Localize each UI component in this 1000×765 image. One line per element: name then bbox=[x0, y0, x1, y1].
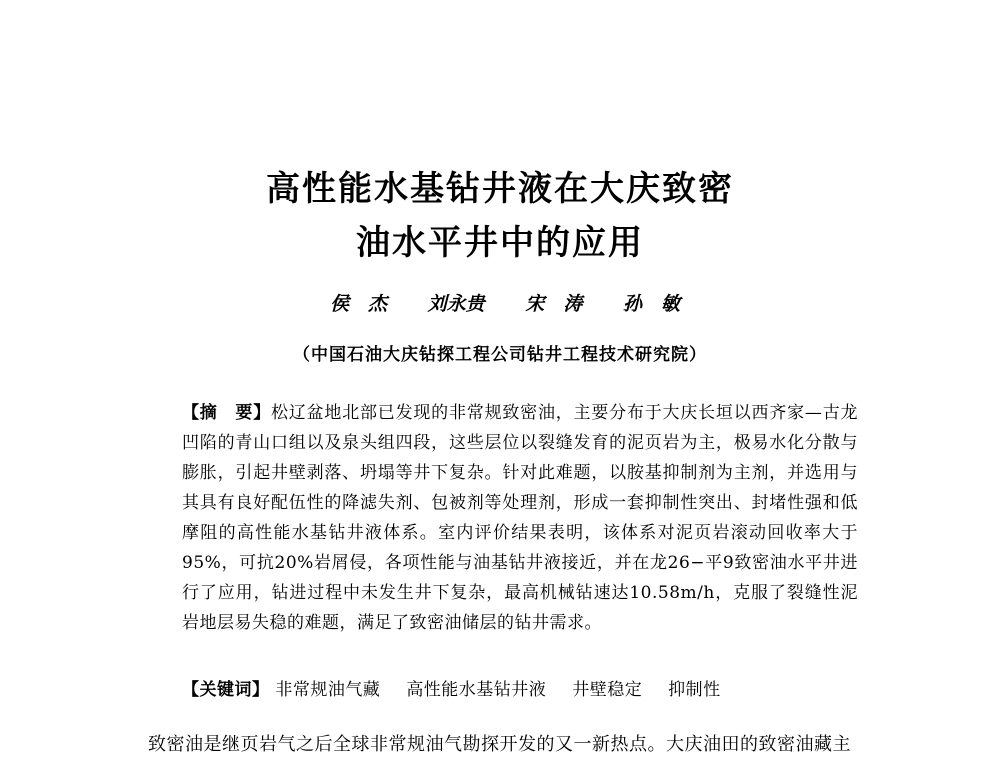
author-name: 刘永贵 bbox=[427, 293, 485, 315]
keywords bbox=[182, 675, 862, 705]
author-list bbox=[330, 289, 680, 316]
abstract-label: 【摘 要】 bbox=[182, 403, 271, 423]
body-paragraph: 致密油是继页岩气之后全球非常规油气勘探开发的又一新热点。大庆油田的致密油藏主 bbox=[148, 734, 851, 755]
keyword: 抑制性 bbox=[668, 680, 721, 700]
abstract-text: 松辽盆地北部已发现的非常规致密油，主要分布于大庆长垣以西齐家—古龙凹陷的青山口组以及泉头组四段，这些层位以裂缝发育的泥页岩为主，极易水化分散与膨胀，引起井壁剥落、坍塌等井下复杂。针对此难题，以胺基抑制剂为主剂，并选用与其具有良好配伍性的降滤失剂、包被剂等处理剂，形成一套抑制性突出、封堵性强和低摩阻的高性能水基钻井液体系。室内评价结果表明，该体系对泥页岩滚动回收率大于95%，可抗20%岩屑侵，各项性能与油基钻井液接近，并在龙26−平9致密油水平井进行了应用，钻进过程中未发生井下复杂，最高机械钻速达10.58m/h，克服了裂缝性泥岩地层易失稳的难题，满足了致密油储层的钻井需求。 bbox=[182, 403, 859, 633]
abstract-paragraph bbox=[148, 398, 858, 638]
author-name: 孙 敏 bbox=[622, 293, 680, 315]
keyword: 井壁稳定 bbox=[572, 680, 643, 700]
paper-title-line-2: 油水平井中的应用 bbox=[356, 223, 644, 263]
abstract bbox=[148, 398, 858, 638]
keywords-label: 【关键词】 bbox=[182, 680, 270, 700]
paper-title-line-1: 高性能水基钻井液在大庆致密 bbox=[266, 169, 734, 209]
author-name: 宋 涛 bbox=[525, 293, 583, 315]
author-name: 侯 杰 bbox=[330, 293, 388, 315]
keyword: 高性能水基钻井液 bbox=[406, 680, 547, 700]
keyword: 非常规油气藏 bbox=[275, 680, 381, 700]
author-affiliation: （中国石油大庆钻探工程公司钻井工程技术研究院） bbox=[293, 345, 707, 365]
